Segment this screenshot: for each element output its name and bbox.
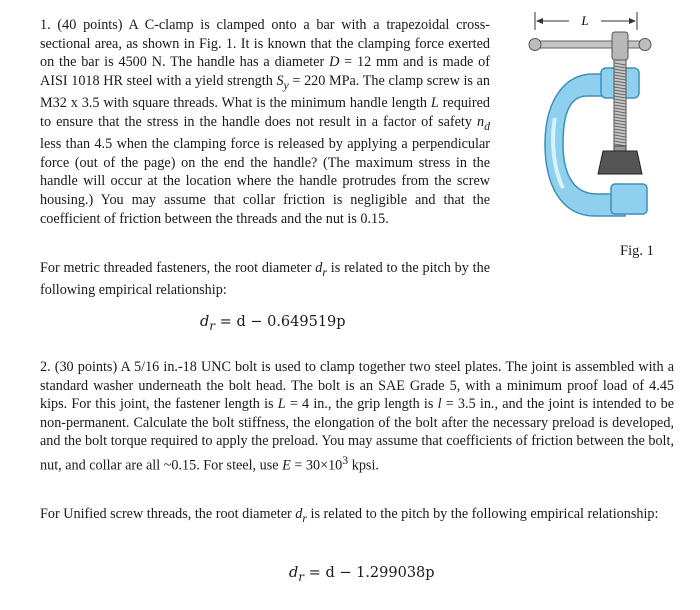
screw-head: [612, 32, 628, 60]
swivel-neck: [614, 146, 626, 151]
swivel-pad: [598, 151, 642, 174]
metric-thread-note: For metric threaded fasteners, the root diameter $d_r$ is related to the pitch by the following empirical relationship:: [40, 260, 490, 299]
metric-root-diameter-formula: $d_r = d - 0.649519p$: [200, 314, 346, 333]
clamp-bottom-jaw: [611, 184, 647, 214]
handle-end-right: [639, 39, 651, 51]
unified-thread-note: For Unified screw threads, the root diameter $d_r$ is related to the pitch by the following empirical relationship:: [40, 506, 659, 525]
handle-end-left: [529, 39, 541, 51]
problem-2-text: 2. (30 points) A 5/16 in.-18 UNC bolt is used to clamp together two steel plates. The joint is assembled with a standard washer underneath the bolt head. The bolt is an SAE Grade 5, with a minimum proof load of 4.45 kips. For this joint, the fastener length is L = 4 in., the grip length is l = 3.5 in., and the joint is intended to be non-permanent. Calculate the bolt stiffness, the elongation of the bolt after the necessary preload is developed, and the bolt torque required to apply the preload. You may assume that coefficients of friction between the bolt, nut, and collar are all ~0.15. For steel, use $E = 30\times 10^3$ kpsi.: [40, 359, 674, 474]
problem-1-text: 1. (40 points) A C-clamp is clamped onto a bar with a trapezoidal cross-sectional area, as shown in Fig. 1. It is known that the clamping force exerted on the bar is 4500 N. The handle has a diameter D = 12 mm and is made of AISI 1018 HR steel with a yield strength $S_y = 220$ MPa. The clamp screw is an M32 x 3.5 with square threads. What is the minimum handle length L required to ensure that the stress in the handle does not result in a factor of safety $n_d$ less than 4.5 when the clamping force is released by applying a perpendicular force (out of the page) on the end the handle? (The maximum stress in the handle will occur at the location where the handle protrudes from the screw housing.) You may assume that collar friction is negligible and that the coefficient of friction between the threads and the nut is 0.15.: [40, 17, 490, 227]
threaded-screw: [614, 60, 626, 146]
c-clamp-figure: [505, 8, 665, 238]
dimension-label-L: L: [581, 13, 589, 28]
figure-caption: Fig. 1: [620, 243, 654, 259]
unified-root-diameter-formula: $d_r = d - 1.299038p$: [289, 565, 435, 584]
